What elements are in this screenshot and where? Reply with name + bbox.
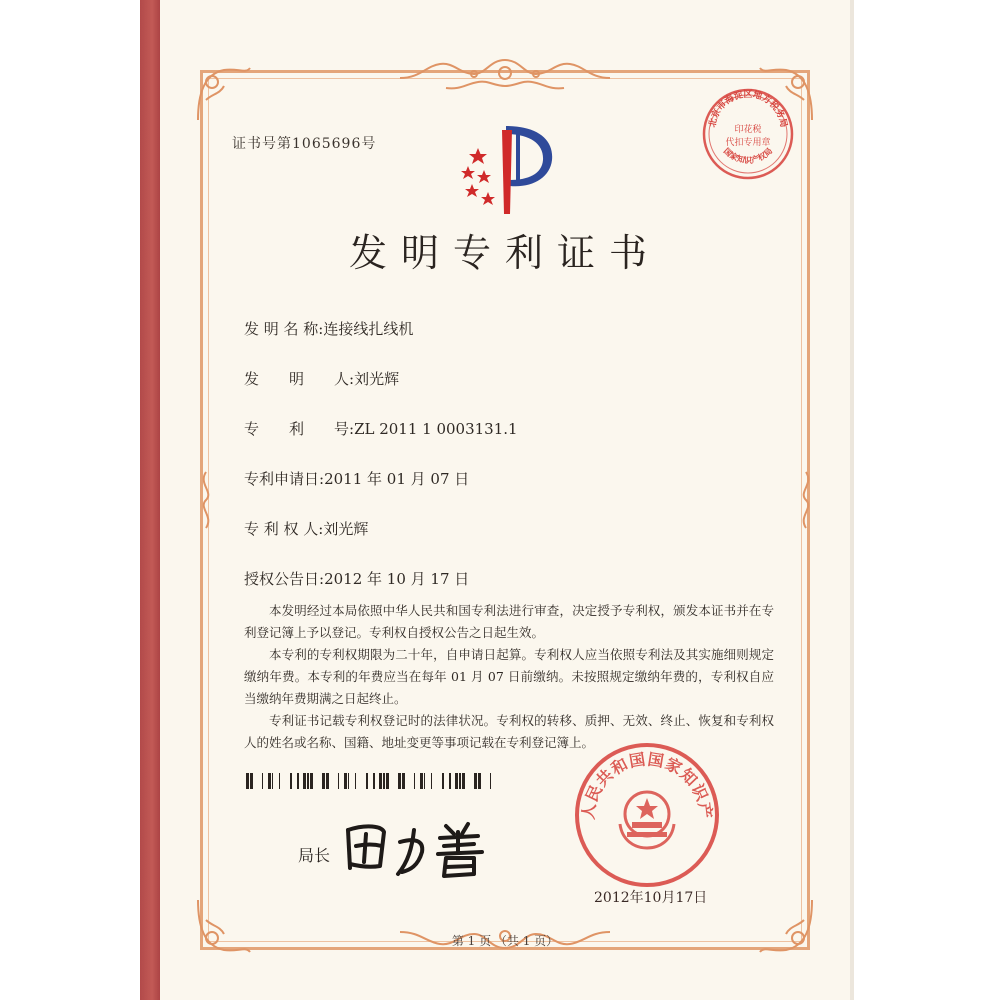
field-value: ZL 2011 1 0003131.1 [354, 420, 518, 438]
field-label: 发 明 名 称: [244, 320, 324, 338]
field-patent-number [244, 418, 518, 439]
tax-seal-stamp-icon [700, 86, 796, 186]
page-footer: 第 1 页 （共 1 页） [451, 934, 559, 948]
field-patentee [244, 518, 368, 539]
ornament-left-icon [196, 470, 216, 530]
seal-text: 印花税 [734, 125, 762, 135]
field-label: 发 明 人: [244, 370, 355, 388]
field-label: 授权公告日: [244, 570, 325, 588]
svg-text:北京市海淀区地方税务局 [706, 88, 789, 128]
seal-text: 国家知识产权局 [721, 146, 775, 165]
field-application-date [244, 468, 469, 489]
ornament-corner-tl-icon [194, 64, 254, 124]
field-value: 连接线扎线机 [323, 320, 414, 338]
field-invention-name [244, 318, 413, 339]
field-inventor [244, 368, 399, 389]
ornament-right-icon [796, 470, 816, 530]
field-label: 专利申请日: [244, 470, 325, 488]
seal-text: 北京市海淀区地方税务局 [707, 89, 789, 129]
barcode-icon [246, 773, 496, 793]
director-signature [338, 812, 498, 886]
certificate-body [244, 600, 774, 754]
official-seal-stamp-icon [572, 740, 722, 894]
certificate-number: 证书号第1065696号 [232, 136, 377, 152]
seal-date: 2012年10月17日 [594, 890, 708, 906]
sheet-edge [850, 0, 854, 1000]
field-value: 刘光辉 [354, 370, 400, 388]
seal-text: 人民共和国国家知识产 [578, 749, 716, 821]
director-label: 局长 [298, 846, 331, 865]
ornament-top-icon [390, 56, 620, 96]
seal-text: 代扣专用章 [725, 138, 771, 148]
field-value: 2011 年 01 月 07 日 [324, 470, 470, 488]
page-title: 发明专利证书 [348, 231, 661, 275]
field-grant-date [244, 568, 469, 589]
paragraph: 专利证书记载专利权登记时的法律状况。专利权的转移、质押、无效、终止、恢复和专利权人的姓名或名称、国籍、地址变更等事项记载在专利登记簿上。 [244, 713, 774, 750]
cover-strip [140, 0, 162, 1000]
field-value: 2012 年 10 月 17 日 [324, 570, 470, 588]
field-value: 刘光辉 [323, 520, 369, 538]
paragraph: 本发明经过本局依照中华人民共和国专利法进行审查，决定授予专利权，颁发本证书并在专利登记簿上予以登记。专利权自授权公告之日起生效。 [244, 603, 774, 640]
paragraph: 本专利的专利权期限为二十年，自申请日起算。专利权人应当依照专利法及其实施细则规定缴纳年费。本专利的年费应当在每年 01 月 07 日前缴纳。未按照规定缴纳年费的，专利权自应当缴纳年费期满之日起终止。 [244, 647, 774, 706]
patent-office-logo-icon [458, 118, 558, 222]
svg-text:国家知识产权局 [722, 146, 774, 165]
field-label: 专 利 号: [244, 420, 355, 438]
field-label: 专 利 权 人: [244, 520, 324, 538]
